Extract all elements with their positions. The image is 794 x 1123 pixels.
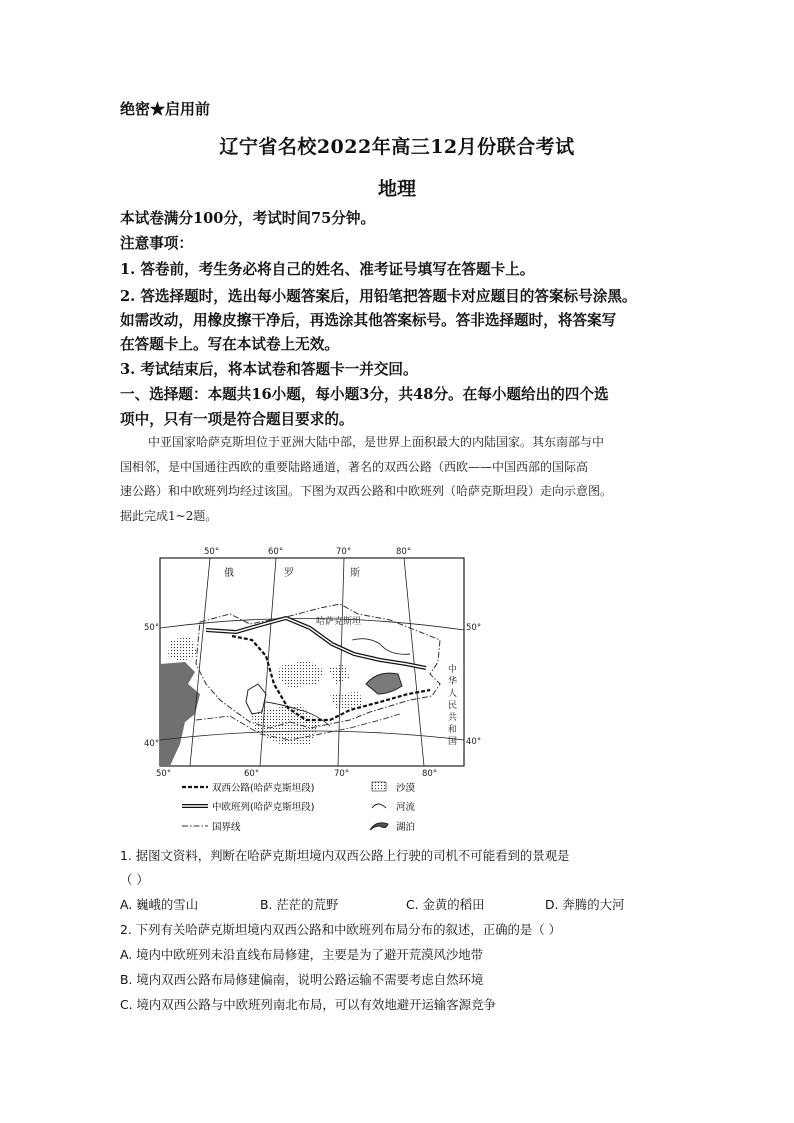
- notice-item-2-line-3: 在答题卡上。写在本试卷上无效。: [120, 336, 339, 353]
- map-legend: [182, 782, 416, 833]
- q2-option-b[interactable]: B. 境内双西公路布局修建偏南，说明公路运输不需要考虑自然环境: [120, 972, 484, 987]
- legend-desert-label: 沙漠: [396, 783, 416, 794]
- lon-top-60: 60°: [268, 547, 284, 557]
- lat-right-50: 50°: [466, 623, 482, 633]
- notice-item-3: 3. 考试结束后，将本试卷和答题卡一并交回。: [120, 361, 418, 378]
- q1-option-c[interactable]: C. 金黄的稻田: [406, 897, 485, 912]
- china-char-6: 和: [448, 725, 458, 735]
- china-char-3: 人: [448, 689, 458, 699]
- route-map: [140, 544, 500, 836]
- legend-river-label: 河流: [396, 802, 416, 813]
- q2-stem: 2. 下列有关哈萨克斯坦境内双西公路和中欧班列布局分布的叙述，正确的是（ ）: [120, 922, 561, 937]
- china-char-5: 共: [448, 713, 458, 723]
- passage-line-3: 速公路）和中欧班列均经过该国。下图为双西公路和中欧班列（哈萨克斯坦段）走向示意图。: [120, 484, 613, 498]
- label-russia-2: 罗: [284, 568, 294, 579]
- legend-border-label: 国界线: [212, 822, 241, 833]
- passage-line-4: 据此完成1~2题。: [120, 508, 218, 523]
- lon-top-80: 80°: [396, 547, 412, 557]
- passage-line-2: 国相邻，是中国通往西欧的重要陆路通道，著名的双西公路（西欧——中国西部的国际高: [120, 459, 589, 474]
- lat-right-40: 40°: [466, 737, 482, 747]
- notice-item-2-line-1: 2. 答选择题时，选出每小题答案后，用铅笔把答题卡对应题目的答案标号涂黑。: [120, 288, 637, 305]
- legend-lake-symbol: [370, 823, 388, 830]
- legend-river-symbol: [372, 804, 386, 808]
- lon-top-70: 70°: [336, 547, 352, 557]
- notice-item-1: 1. 答卷前，考生务必将自己的姓名、准考证号填写在答题卡上。: [120, 261, 535, 278]
- q2-option-a[interactable]: A. 境内中欧班列未沿直线布局修建，主要是为了避开荒漠风沙地带: [120, 947, 484, 962]
- q1-options: [120, 895, 680, 913]
- legend-highway-label: 双西公路(哈萨克斯坦段): [212, 783, 315, 794]
- section-heading-line-1: 一、选择题：本题共16小题，每小题3分，共48分。在每小题给出的四个选: [120, 386, 609, 403]
- confidential-label: 绝密★启用前: [120, 100, 211, 118]
- lon-bottom-60: 60°: [244, 769, 260, 779]
- lon-top-50: 50°: [204, 547, 220, 557]
- passage-line-1: [120, 430, 690, 455]
- china-char-2: 华: [448, 677, 458, 687]
- exam-title: 辽宁省名校2022年高三12月份联合考试: [219, 136, 575, 158]
- q1-option-d[interactable]: D. 奔腾的大河: [545, 897, 625, 912]
- china-char-4: 民: [448, 701, 458, 711]
- notice-title: 注意事项：: [120, 235, 193, 252]
- section-heading-line-2: 项中，只有一项是符合题目要求的。: [120, 411, 354, 428]
- q2-option-c[interactable]: C. 境内双西公路与中欧班列南北布局，可以有效地避开运输客源竞争: [120, 997, 496, 1012]
- legend-desert-symbol: [372, 782, 386, 791]
- q1-paren: （ ）: [120, 872, 149, 887]
- lon-bottom-70: 70°: [334, 769, 350, 779]
- label-russia-1: 俄: [224, 568, 234, 579]
- label-kazakhstan: 哈萨克斯坦: [316, 617, 362, 627]
- q1-option-b[interactable]: B. 茫茫的荒野: [260, 897, 339, 912]
- lon-bottom-50: 50°: [156, 769, 172, 779]
- legend-rail-label: 中欧班列(哈萨克斯坦段): [212, 802, 315, 813]
- passage-text-1: 中亚国家哈萨克斯坦位于亚洲大陆中部，是世界上面积最大的内陆国家。其东南部与中: [148, 435, 605, 449]
- label-russia-3: 斯: [350, 568, 360, 579]
- subject-title: 地理: [377, 178, 416, 200]
- lat-left-50: 50°: [144, 623, 160, 633]
- reading-passage: [120, 430, 690, 528]
- china-char-1: 中: [448, 665, 458, 675]
- q1-stem: 1. 据图文资料，判断在哈萨克斯坦境内双西公路上行驶的司机不可能看到的景观是: [120, 848, 570, 863]
- notice-item-2-line-2: 如需改动，用橡皮擦干净后，再选涂其他答案标号。答非选择题时，将答案写: [120, 312, 617, 329]
- lat-left-40: 40°: [144, 739, 160, 749]
- legend-lake-label: 湖泊: [396, 822, 416, 833]
- full-marks-line: 本试卷满分100分，考试时间75分钟。: [120, 210, 376, 227]
- china-char-7: 国: [448, 737, 458, 747]
- q1-option-a[interactable]: A. 巍峨的雪山: [120, 897, 199, 912]
- lon-bottom-80: 80°: [422, 769, 438, 779]
